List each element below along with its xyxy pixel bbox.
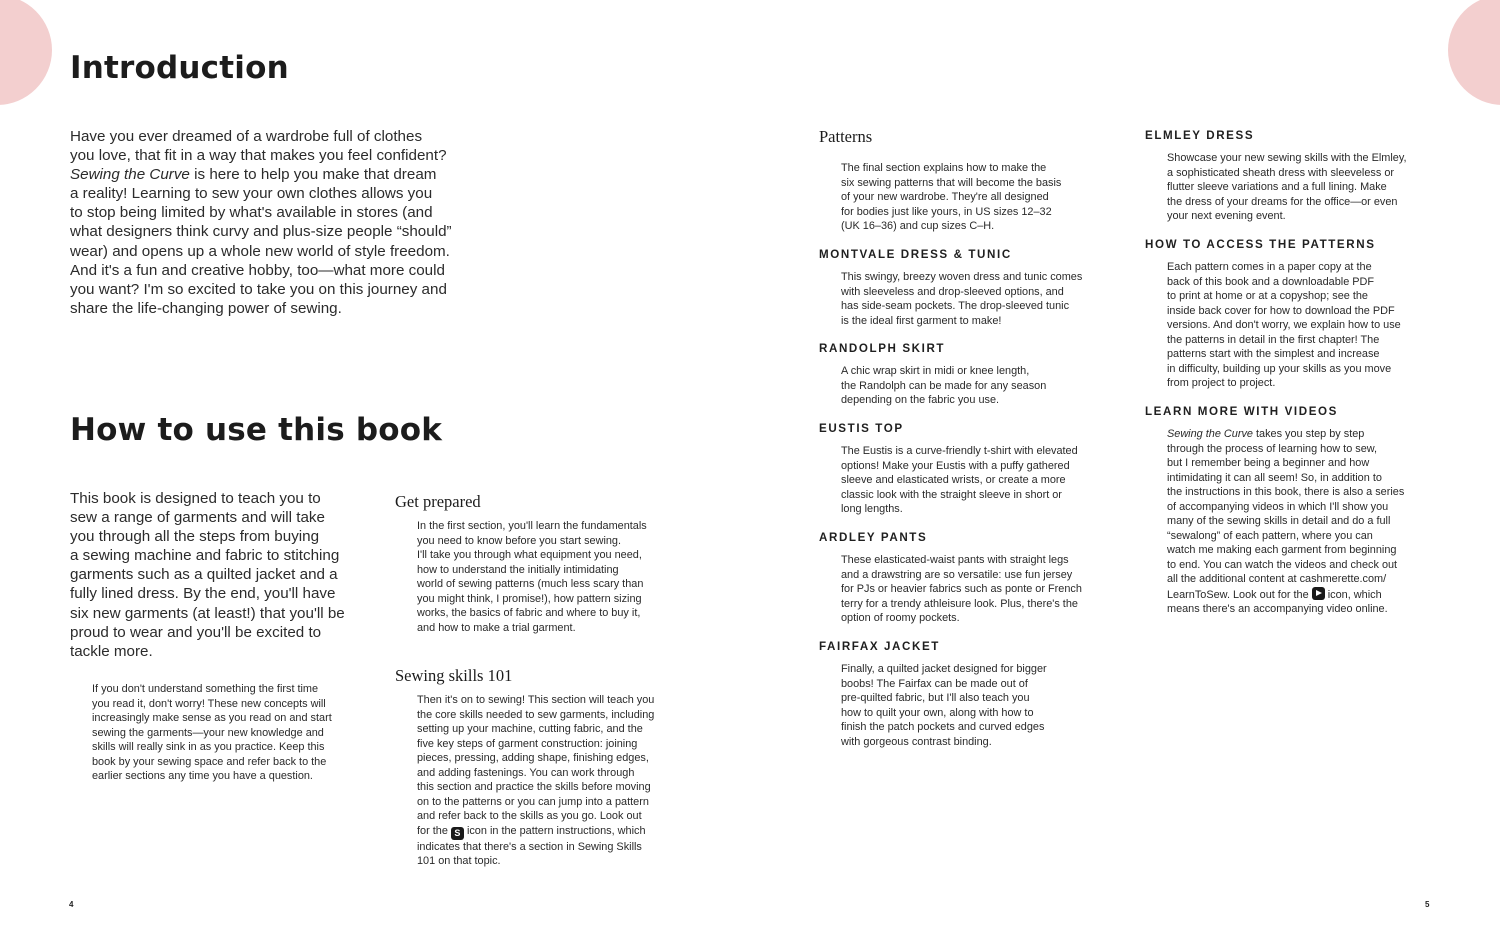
- access-patterns-heading: HOW TO ACCESS THE PATTERNS: [1145, 238, 1376, 251]
- text-line: means there's an accompanying video online.: [1167, 603, 1388, 615]
- text-line: and refer back to the skills as you go. Look out: [417, 810, 642, 822]
- text-line: classic look with the straight sleeve in short or: [841, 488, 1062, 501]
- text-line: six new garments (at least!) that you'll be: [70, 604, 345, 622]
- text-line: skills will really sink in as you practice. Keep this: [92, 741, 325, 753]
- text-line: Showcase your new sewing skills with the Elmley,: [1167, 152, 1407, 164]
- sewing-skills-s-icon: S: [451, 827, 464, 840]
- text-line: of your new wardrobe. They're all designed: [841, 191, 1049, 203]
- text-line: on to the patterns or you can jump into a pattern: [417, 795, 649, 808]
- text-line: six sewing patterns that will become the basis: [841, 176, 1062, 189]
- text-line: sew a range of garments and will take: [70, 509, 325, 527]
- text-line: “sewalong” of each pattern, where you can: [1167, 529, 1373, 542]
- text-line: garments such as a quilted jacket and a: [70, 566, 338, 584]
- text-line: with gorgeous contrast binding.: [841, 735, 992, 748]
- montvale-heading: MONTVALE DRESS & TUNIC: [819, 248, 1012, 261]
- text-line: a sophisticated sheath dress with sleeveless or: [1167, 166, 1395, 179]
- text-fragment: takes you step by step: [1252, 428, 1365, 440]
- decorative-pink-circle-right: [1448, 0, 1500, 105]
- text-line: (UK 16–36) and cup sizes C–H.: [841, 220, 995, 232]
- text-line: finish the patch pockets and curved edges: [841, 721, 1045, 733]
- sewing-skills-text: [417, 693, 702, 869]
- text-line: wear) and opens up a whole new world of style freedom.: [70, 242, 450, 260]
- text-line: back of this book and a downloadable PDF: [1167, 275, 1375, 288]
- text-line: you read it, don't worry! These new concepts will: [92, 697, 326, 710]
- eustis-heading: EUSTIS TOP: [819, 422, 904, 435]
- text-line: long lengths.: [841, 503, 903, 515]
- text-line: setting up your machine, cutting fabric, and the: [417, 723, 643, 735]
- text-line: to print at home or at a copyshop; see the: [1167, 290, 1368, 302]
- how-to-use-heading: How to use this book: [70, 412, 443, 448]
- text-line: A chic wrap skirt in midi or knee length,: [841, 365, 1030, 377]
- text-fragment: LearnToSew. Look out for the: [1167, 588, 1309, 601]
- text-line: and a drawstring are so versatile: use fun jersey: [841, 568, 1073, 581]
- text-line: inside back cover for how to download the PDF: [1167, 304, 1395, 317]
- decorative-pink-circle-left: [0, 0, 52, 105]
- text-line: intimidating it can all seem! So, in addition to: [1167, 471, 1382, 484]
- text-line: through the process of learning how to sew,: [1167, 442, 1378, 455]
- text-line: you want? I'm so excited to take you on this journey and: [70, 280, 447, 298]
- sewing-skills-heading: Sewing skills 101: [395, 666, 513, 685]
- get-prepared-heading: Get prepared: [395, 492, 481, 511]
- text-line: [1167, 427, 1462, 442]
- text-line: a reality! Learning to sew your own clothes allows you: [70, 185, 433, 203]
- text-line: [1167, 587, 1462, 603]
- text-line: book by your sewing space and refer back to the: [92, 755, 327, 768]
- text-line: watch me making each garment from beginning: [1167, 544, 1397, 556]
- ardley-heading: ARDLEY PANTS: [819, 531, 928, 544]
- patterns-heading: Patterns: [819, 127, 873, 146]
- text-line: earlier sections any time you have a question.: [92, 770, 313, 782]
- text-line: option of roomy pockets.: [841, 612, 960, 624]
- text-line: The final section explains how to make the: [841, 162, 1047, 174]
- text-line: the Randolph can be made for any season: [841, 379, 1047, 392]
- text-line: for bodies just like yours, in US sizes 12–32: [841, 205, 1052, 218]
- text-line: you love, that fit in a way that makes you feel confident?: [70, 147, 447, 165]
- text-line: how to quilt your own, along with how to: [841, 706, 1034, 719]
- text-line: to end. You can watch the videos and check out: [1167, 558, 1398, 571]
- text-line: is the ideal first garment to make!: [841, 314, 1002, 327]
- text-line: has side-seam pockets. The drop-sleeved tunic: [841, 300, 1070, 312]
- text-line: And it's a fun and creative hobby, too—what more could: [70, 261, 445, 279]
- text-line: Have you ever dreamed of a wardrobe full of clothes: [70, 128, 423, 145]
- text-line: five key steps of garment construction: joining: [417, 737, 638, 750]
- text-line: sleeve and elasticated wrists, or create a more: [841, 474, 1066, 486]
- text-line: you need to know before you start sewing.: [417, 534, 622, 547]
- access-patterns-text: [1167, 260, 1457, 391]
- randolph-heading: RANDOLPH SKIRT: [819, 342, 946, 355]
- text-line: increasingly make sense as you read on and start: [92, 712, 332, 724]
- text-line: If you don't understand something the first time: [92, 683, 319, 695]
- text-line: works, the basics of fabric and where to buy it,: [417, 607, 641, 619]
- text-line: [70, 165, 470, 184]
- text-line: many of the sewing skills in detail and do a full: [1167, 515, 1391, 527]
- text-line: all the additional content at cashmerette.com/: [1167, 573, 1387, 585]
- introduction-text: [70, 127, 470, 318]
- text-line: This swingy, breezy woven dress and tunic comes: [841, 271, 1083, 283]
- how-to-use-note: [92, 682, 372, 784]
- text-line: to stop being limited by what's available in stores (and: [70, 204, 433, 222]
- text-line: but I remember being a beginner and how: [1167, 457, 1370, 469]
- text-line: indicates that there's a section in Sewing Skills: [417, 840, 642, 853]
- text-line: a sewing machine and fabric to stitching: [70, 547, 340, 565]
- text-line: These elasticated-waist pants with straight legs: [841, 554, 1069, 566]
- text-line: the dress of your dreams for the office—or even: [1167, 195, 1398, 208]
- text-line: options! Make your Eustis with a puffy gathered: [841, 459, 1070, 472]
- text-line: depending on the fabric you use.: [841, 394, 1000, 406]
- patterns-text: [841, 161, 1126, 234]
- text-line: Each pattern comes in a paper copy at the: [1167, 261, 1372, 273]
- text-line: you might think, I promise!), how pattern sizing: [417, 592, 642, 605]
- text-fragment: for the: [417, 824, 448, 837]
- text-line: for PJs or heavier fabrics such as ponte or French: [841, 583, 1082, 595]
- text-line: Then it's on to sewing! This section will teach you: [417, 694, 655, 706]
- eustis-text: [841, 444, 1126, 517]
- text-line-rest: is here to help you make that dream: [194, 166, 437, 184]
- text-line: proud to wear and you'll be excited to: [70, 623, 322, 641]
- text-line: I'll take you through what equipment you need,: [417, 549, 642, 561]
- videos-text: [1167, 427, 1462, 617]
- text-line: This book is designed to teach you to: [70, 490, 321, 507]
- text-line: fully lined dress. By the end, you'll have: [70, 585, 336, 603]
- text-line: In the first section, you'll learn the fundamentals: [417, 520, 647, 532]
- text-line: Finally, a quilted jacket designed for bigger: [841, 663, 1047, 675]
- randolph-text: [841, 364, 1126, 408]
- videos-heading: LEARN MORE WITH VIDEOS: [1145, 405, 1339, 418]
- text-line: the core skills needed to sew garments, including: [417, 708, 655, 721]
- elmley-heading: ELMLEY DRESS: [1145, 129, 1255, 142]
- text-fragment: icon in the pattern instructions, which: [466, 824, 646, 837]
- video-play-icon: [1312, 587, 1325, 600]
- text-line: boobs! The Fairfax can be made out of: [841, 677, 1028, 690]
- text-line: versions. And don't worry, we explain how to use: [1167, 319, 1401, 331]
- text-line: with sleeveless and drop-sleeved options, and: [841, 285, 1064, 298]
- how-to-use-text: [70, 489, 370, 661]
- text-line: [417, 824, 702, 840]
- book-title: Sewing the Curve: [70, 166, 190, 184]
- text-line: world of sewing patterns (much less scary than: [417, 578, 644, 590]
- text-line: the patterns in detail in the first chapter! The: [1167, 333, 1380, 346]
- text-line: sewing the garments—your new knowledge and: [92, 726, 324, 739]
- book-title: Sewing the Curve: [1167, 428, 1253, 440]
- text-line: The Eustis is a curve-friendly t-shirt with elevated: [841, 445, 1078, 457]
- page-number-right: 5: [1425, 900, 1430, 909]
- montvale-text: [841, 270, 1126, 328]
- text-line: pieces, pressing, adding shape, finishing edges,: [417, 752, 649, 764]
- page-number-left: 4: [69, 900, 74, 909]
- text-line: what designers think curvy and plus-size people “should”: [70, 223, 452, 241]
- text-line: share the life-changing power of sewing.: [70, 299, 342, 317]
- text-line: of accompanying videos in which I'll show you: [1167, 500, 1389, 513]
- fairfax-heading: FAIRFAX JACKET: [819, 640, 940, 653]
- text-line: and adding fastenings. You can work through: [417, 766, 635, 779]
- introduction-heading: Introduction: [70, 50, 289, 86]
- text-line: terry for a trendy athleisure look. Plus, there's the: [841, 597, 1078, 610]
- text-line: this section and practice the skills before moving: [417, 781, 651, 793]
- text-line: pre-quilted fabric, but I'll also teach you: [841, 692, 1030, 704]
- text-line: 101 on that topic.: [417, 855, 501, 867]
- fairfax-text: [841, 662, 1126, 749]
- text-line: flutter sleeve variations and a full lining. Make: [1167, 181, 1387, 193]
- text-line: tackle more.: [70, 642, 153, 660]
- text-fragment: icon, which: [1327, 588, 1382, 601]
- text-line: from project to project.: [1167, 377, 1276, 389]
- text-line: and how to make a trial garment.: [417, 621, 576, 634]
- elmley-text: [1167, 151, 1457, 224]
- ardley-text: [841, 553, 1126, 626]
- get-prepared-text: [417, 519, 702, 635]
- text-line: your next evening event.: [1167, 210, 1286, 222]
- text-line: you through all the steps from buying: [70, 528, 320, 546]
- text-line: the instructions in this book, there is also a series: [1167, 486, 1405, 498]
- text-line: patterns start with the simplest and increase: [1167, 348, 1380, 360]
- text-line: in difficulty, building up your skills as you move: [1167, 362, 1392, 375]
- text-line: how to understand the initially intimidating: [417, 563, 619, 576]
